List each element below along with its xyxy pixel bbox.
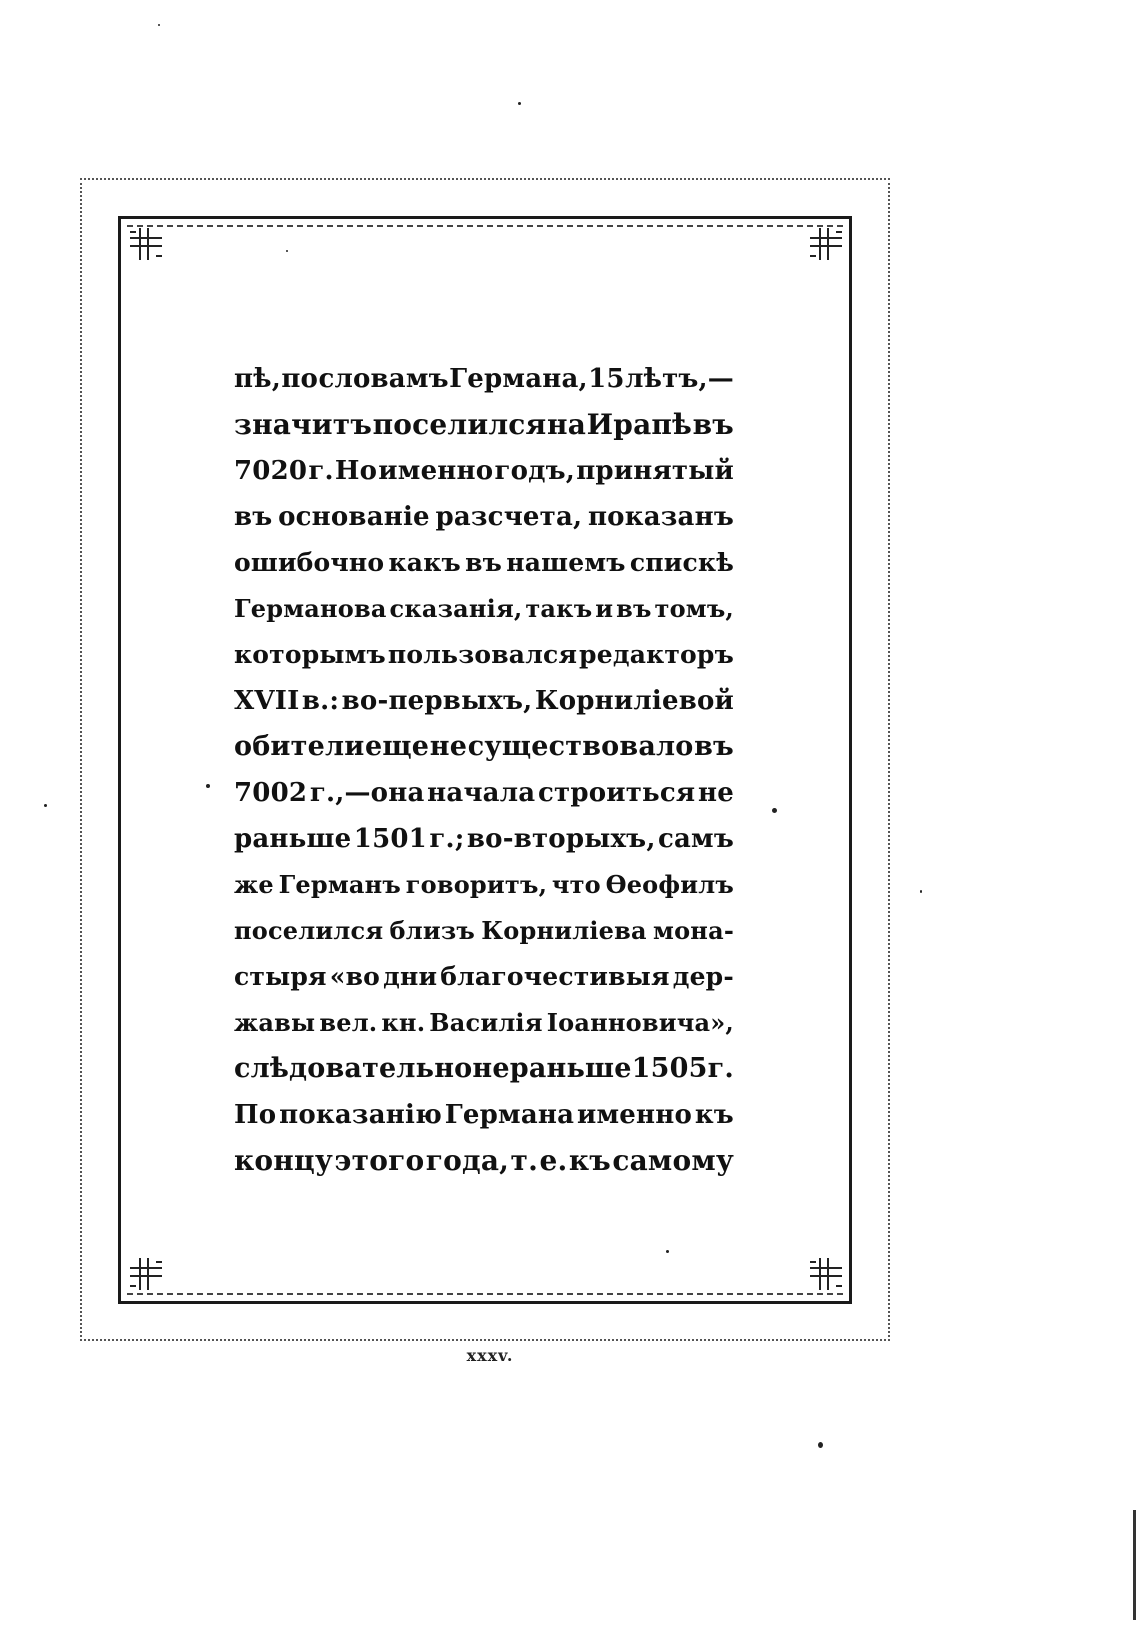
text-line: въ основаніе разсчета, показанъ — [234, 502, 734, 532]
corner-ornament-bottom-right-icon — [806, 1254, 846, 1294]
corner-ornament-top-left-icon — [126, 224, 166, 264]
scan-speck — [920, 890, 922, 893]
text-line: же Германъ говоритъ, что Ѳеофилъ — [234, 870, 734, 899]
page-number: xxxv. — [466, 1346, 514, 1365]
scan-speck — [818, 1442, 823, 1448]
scan-speck — [772, 808, 777, 813]
body-text — [234, 356, 734, 1184]
scan-speck — [518, 102, 521, 105]
text-line: раньше 1501 г.; во-вторыхъ, самъ — [234, 824, 734, 854]
text-line: концу этого года, т. е. къ самому — [234, 1144, 734, 1177]
scan-speck — [666, 1250, 669, 1253]
text-line: По показанію Германа именно къ — [234, 1100, 734, 1130]
text-line: стыря «во дни благочестивыя дер- — [234, 962, 734, 991]
scan-speck — [44, 804, 47, 807]
text-line: слѣдовательно не раньше 1505 г. — [234, 1053, 734, 1084]
text-line: XVII в.: во-первыхъ, Корниліевой — [234, 686, 734, 716]
text-line: значитъ поселился на Ирапѣ въ — [234, 408, 734, 441]
text-line: обители еще не существовало въ — [234, 731, 734, 762]
scan-speck — [158, 24, 160, 26]
text-line: ошибочно какъ въ нашемъ спискѣ — [234, 548, 734, 577]
corner-ornament-bottom-left-icon — [126, 1254, 166, 1294]
scan-speck — [286, 250, 288, 252]
text-line: 7002 г.,—она начала строиться не — [234, 778, 734, 808]
scan-speck — [206, 784, 210, 788]
text-line: поселился близъ Корниліева мона- — [234, 916, 734, 945]
text-line: которымъ пользовался редакторъ — [234, 640, 734, 669]
scan-edge-mark — [1133, 1510, 1136, 1620]
text-line: Германова сказанія, такъ и въ томъ, — [234, 594, 734, 623]
corner-ornament-top-right-icon — [806, 224, 846, 264]
text-line: жавы вел. кн. Василія Іоанновича», — [234, 1008, 734, 1037]
text-line: пѣ, по словамъ Германа, 15 лѣтъ,— — [234, 364, 734, 394]
text-line: 7020 г. Но именно годъ, принятый — [234, 456, 734, 486]
